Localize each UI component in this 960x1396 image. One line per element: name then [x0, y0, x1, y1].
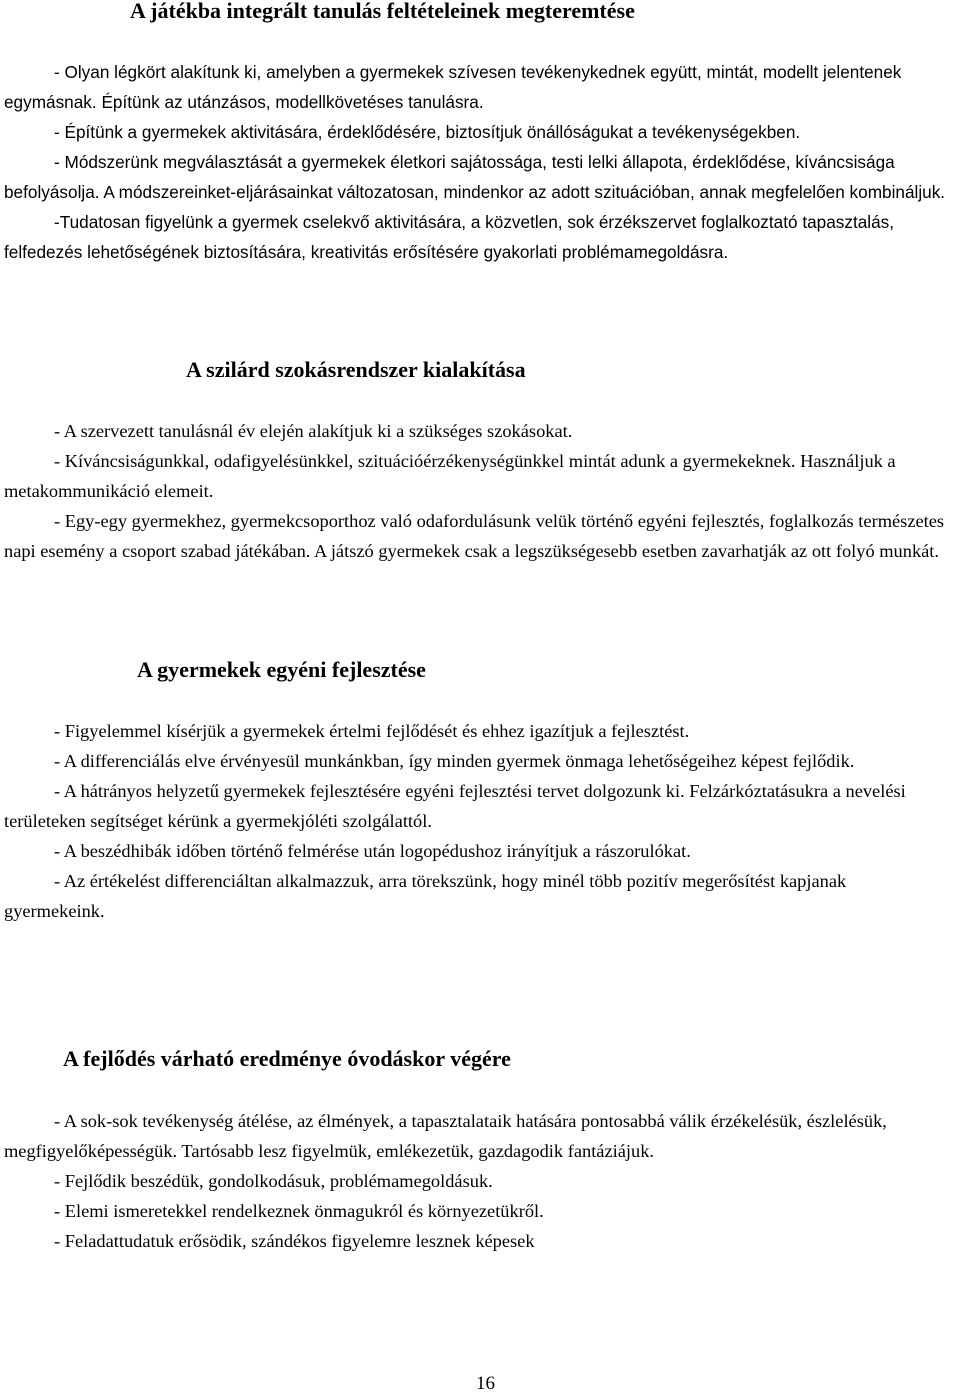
paragraph: - A hátrányos helyzetű gyermekek fejlesztésére egyéni fejlesztési tervet dolgozunk ki. Felzárkóztatásukra a nevelési területeken segítséget kérünk a gyermekjóléti szolgálattól. [4, 781, 906, 831]
paragraph: - Fejlődik beszédük, gondolkodásuk, problémamegoldásuk. [54, 1171, 493, 1191]
paragraph: - Figyelemmel kísérjük a gyermekek értelmi fejlődését és ehhez igazítjuk a fejlesztést. [54, 721, 690, 741]
paragraph: - Egy-egy gyermekhez, gyermekcsoporthoz való odafordulásunk velük történő egyéni fejlesztés, foglalkozás természetes napi esemény a csoport szabad játékában. A játszó gyermekek csak a legszükségesebb esetben zavarhatják az ott folyó munkát. [4, 511, 945, 561]
paragraph: - Módszerünk megválasztását a gyermekek életkori sajátossága, testi lelki állapota, érdeklődése, kíváncsisága befolyásolja. A módszereinket-eljárásainkat változatosan, mindenkor az adott szituációban, annak megfelelően kombináljuk. [4, 152, 946, 202]
paragraph: - Építünk a gyermekek aktivitására, érdeklődésére, biztosítjuk önállóságukat a tevékenységekben. [54, 122, 801, 142]
paragraph: - Feladattudatuk erősödik, szándékos figyelemre lesznek képesek [54, 1231, 535, 1251]
section-individual-development [4, 716, 950, 926]
paragraph: -Tudatosan figyelünk a gyermek cselekvő aktivitására, a közvetlen, sok érzékszervet foglalkoztató tapasztalás, felfedezés lehetőségének biztosítására, kreativitás erősítésére gyakorlati problémamegoldásra. [4, 212, 895, 262]
section-habit-system [4, 416, 950, 566]
paragraph: - Az értékelést differenciáltan alkalmazzuk, arra törekszünk, hogy minél több pozitív megerősítést kapjanak gyermekeink. [4, 871, 847, 921]
section-heading-habit-system: A szilárd szokásrendszer kialakítása [186, 357, 526, 382]
section-heading-integrated-learning: A játékba integrált tanulás feltételeinek megteremtése [130, 0, 635, 23]
paragraph: - A differenciálás elve érvényesül munkánkban, így minden gyermek önmaga lehetőségeihez képest fejlődik. [54, 751, 855, 771]
section-heading-individual-development: A gyermekek egyéni fejlesztése [137, 657, 426, 682]
paragraph: - A beszédhibák időben történő felmérése után logopédushoz irányítjuk a rászorulókat. [54, 841, 691, 861]
paragraph: - Elemi ismeretekkel rendelkeznek önmagukról és környezetükről. [54, 1201, 544, 1221]
paragraph: - A szervezett tanulásnál év elején alakítjuk ki a szükséges szokásokat. [54, 421, 573, 441]
page-number: 16 [476, 1373, 495, 1394]
paragraph: - Olyan légkört alakítunk ki, amelyben a gyermekek szívesen tevékenykednek együtt, mintát, modellt jelentenek egymásnak. Építünk az utánzásos, modellkövetéses tanulásra. [4, 62, 902, 112]
section-heading-expected-outcome: A fejlődés várható eredménye óvodáskor végére [63, 1046, 511, 1071]
section-expected-outcome [4, 1106, 950, 1256]
section-integrated-learning [4, 57, 950, 267]
paragraph: - Kíváncsiságunkkal, odafigyelésünkkel, szituációérzékenységünkkel mintát adunk a gyermekeknek. Használjuk a metakommunikáció elemeit. [4, 451, 896, 501]
paragraph: - A sok-sok tevékenység átélése, az élmények, a tapasztalataik hatására pontosabbá válik érzékelésük, észlelésük, megfigyelőképességük. Tartósabb lesz figyelmük, emlékezetük, gazdagodik fantáziájuk. [4, 1111, 887, 1161]
